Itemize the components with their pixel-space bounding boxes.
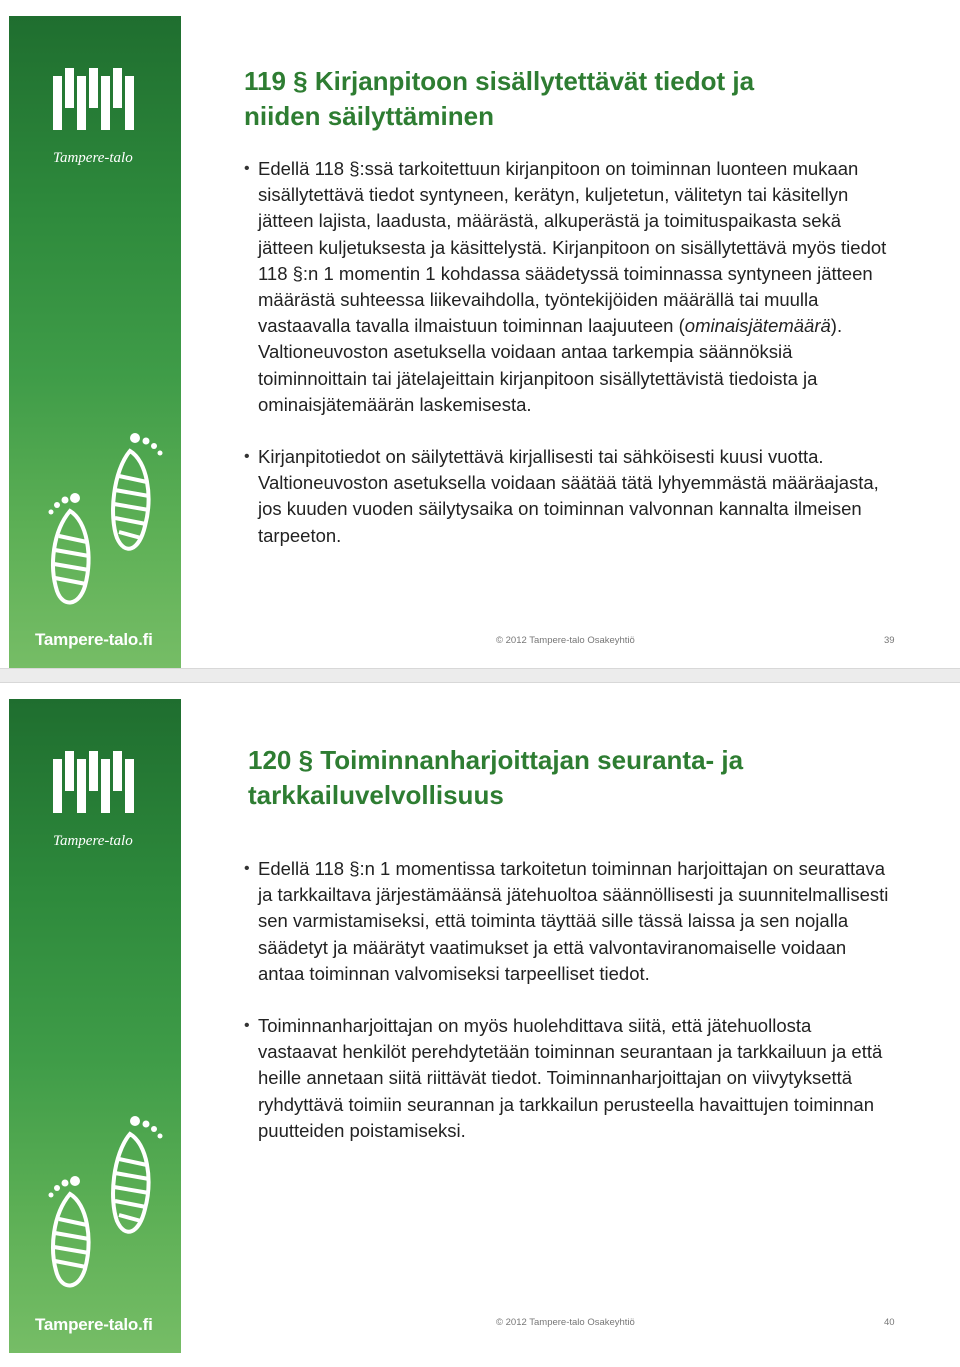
- bullet-mark: •: [244, 448, 250, 466]
- bullet-mark: •: [244, 160, 250, 177]
- bullet-text: Toiminnanharjoittajan on myös huolehdittava siitä, että jätehuollosta vastaavat henkilöt perehdytetään toiminnan seurantaan ja tarkkailuun ja että heille annetaan siitä riittävät tiedot. Toiminnanharjoittajan on viivytyksettä ryhdyttävä toimiin seurannan ja tarkkailun perusteella havaittujen toiminnan puutteiden poistamiseksi.: [258, 1015, 883, 1141]
- bullet-text-cont: ). Valtioneuvoston asetuksella voidaan antaa tarkempia säännöksiä toiminnoittain tai jätelajeittain kirjanpitoon sisällytettävistä tiedoista ja ominaisjätemäärän laskemisesta.: [258, 315, 843, 415]
- tampere-talo-logo: [53, 751, 143, 861]
- bullet-text: Edellä 118 §:ssä tarkoitettuun kirjanpitoon on toiminnan luonteen mukaan sisällytettävä tiedot syntyneen, kerätyn, kuljetetun, välitetyn tai käsitellyn jätteen lajista, laadusta, määrästä, alkuperästä ja toimituspaikasta sekä jätteen kuljetuksesta ja käsittelystä. Kirjanpitoon on sisällytettävä myös tiedot 118 §:n 1 momentin 1 kohdassa säädetyssä toiminnassa syntyneen jätteen määrästä suhteessa liikevaihdolla, työntekijöiden määrällä tai muulla vastaavalla tavalla ilmaistuun toiminnan laajuuteen (: [258, 158, 887, 337]
- bullet-list: [244, 156, 894, 575]
- title-line-1: 119 § Kirjanpitoon sisällytettävät tiedot ja: [244, 66, 755, 96]
- logo-wordmark: Tampere-talo: [53, 150, 133, 166]
- slide-39: [0, 0, 960, 668]
- bullet-list: [244, 856, 894, 1170]
- page-separator: [0, 668, 960, 683]
- bullet-item: [244, 444, 894, 549]
- bullet-item: [244, 156, 894, 418]
- site-link[interactable]: Tampere-talo.fi: [35, 1315, 153, 1334]
- bullet-mark: •: [244, 860, 250, 877]
- page-number: 39: [884, 635, 895, 646]
- green-sidebar: [9, 699, 181, 1353]
- bullet-mark: •: [244, 1017, 250, 1035]
- bullet-item: [244, 856, 894, 987]
- copyright: © 2012 Tampere-talo Osakeyhtiö: [496, 635, 635, 646]
- bullet-text: Kirjanpitotiedot on säilytettävä kirjallisesti tai sähköisesti kuusi vuotta. Valtioneuvoston asetuksella voidaan säätää tätä lyhyemmästä määräajasta, jos kuuden vuoden säilytysaika on toiminnan valvonnan kannalta ilmeisen tarpeeton.: [258, 446, 879, 546]
- slide-title: [248, 743, 888, 813]
- slide-40: [0, 683, 960, 1367]
- title-line-2: niiden säilyttäminen: [244, 101, 494, 131]
- bullet-item: [244, 1013, 894, 1144]
- logo-bars-icon: [53, 751, 143, 813]
- green-sidebar: [9, 16, 181, 668]
- page-number: 40: [884, 1317, 895, 1328]
- logo-wordmark: Tampere-talo: [53, 833, 133, 849]
- title-line-2: tarkkailuvelvollisuus: [248, 780, 504, 810]
- tampere-talo-logo: [53, 68, 143, 178]
- site-link[interactable]: Tampere-talo.fi: [35, 630, 153, 649]
- slide-title: [244, 64, 884, 134]
- footprints-icon: [35, 426, 165, 606]
- bullet-text: Edellä 118 §:n 1 momentissa tarkoitetun toiminnan harjoittajan on seurattava ja tarkkailtava järjestämäänsä jätehuoltoa säännöllisesti ja suunnitelmallisesti sen varmistamiseksi, että toiminta täyttää sille tässä laissa ja sen nojalla säädetyt ja määrätyt vaatimukset ja että valvontaviranomaiselle voidaan antaa toiminnan valvomiseksi tarpeelliset tiedot.: [258, 858, 889, 984]
- title-line-1: 120 § Toiminnanharjoittajan seuranta- ja: [248, 745, 744, 775]
- emphasis-term: ominaisjätemäärä: [684, 315, 831, 337]
- copyright: © 2012 Tampere-talo Osakeyhtiö: [496, 1317, 635, 1328]
- footprints-icon: [35, 1109, 165, 1289]
- logo-bars-icon: [53, 68, 143, 130]
